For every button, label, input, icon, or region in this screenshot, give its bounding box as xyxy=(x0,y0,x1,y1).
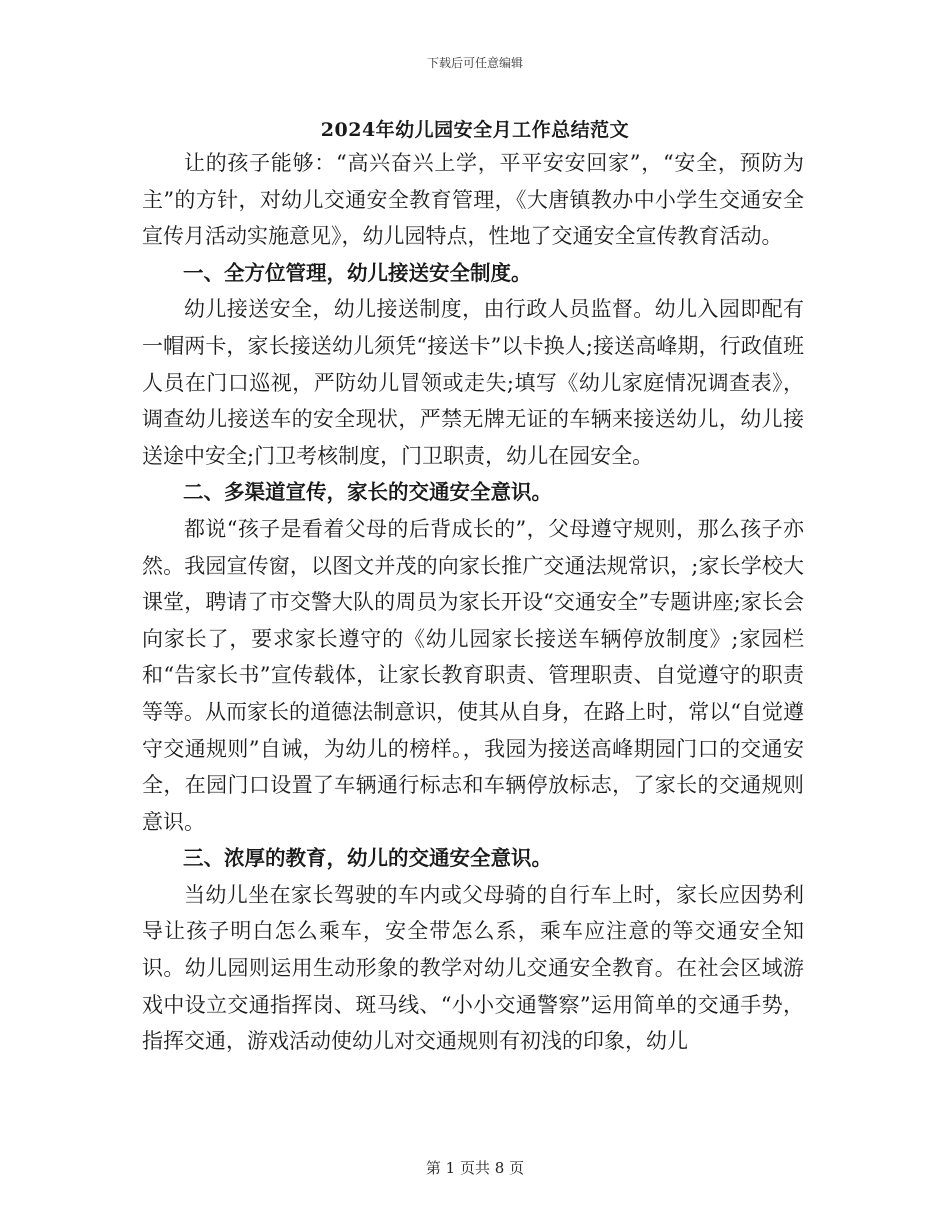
section-body-1: 幼儿接送安全，幼儿接送制度，由行政人员监督。幼儿入园即配有一帽两卡，家长接送幼儿须凭“接送卡”以卡换人;接送高峰期，行政值班人员在门口巡视，严防幼儿冒领或走失;填写《幼儿家庭情况调查表》，调查幼儿接送车的安全现状，严禁无牌无证的车辆来接送幼儿，幼儿接送途中安全;门卫考核制度，门卫职责，幼儿在园安全。 xyxy=(142,297,804,468)
section-heading-2: 二、多渠道宣传，家长的交通安全意识。 xyxy=(183,480,552,505)
page-number-footer: 第 1 页共 8 页 xyxy=(425,1159,525,1177)
section-heading-3: 三、浓厚的教育，幼儿的交通安全意识。 xyxy=(183,846,552,871)
section-body-3: 当幼儿坐在家长驾驶的车内或父母骑的自行车上时，家长应因势利导让孩子明白怎么乘车，安全带怎么系，乘车应注意的等交通安全知识。幼儿园则运用生动形象的教学对幼儿交通安全教育。在社会区域游戏中设立交通指挥岗、斑马线、“小小交通警察”运用简单的交通手势，指挥交通，游戏活动使幼儿对交通规则有初浅的印象，幼儿 xyxy=(142,882,804,1054)
intro-paragraph: 让的孩子能够：“高兴奋兴上学，平平安安回家”，“安全，预防为主”的方针，对幼儿交通安全教育管理，《大唐镇教办中小学生交通安全宣传月活动实施意见》，幼儿园特点，性地了交通安全宣传教育活动。 xyxy=(142,151,804,249)
section-body-2: 都说“孩子是看着父母的后背成长的”，父母遵守规则，那么孩子亦然。我园宣传窗，以图文并茂的向家长推广交通法规常识，;家长学校大课堂，聘请了市交警大队的周员为家长开设“交通安全”专题讲座;家长会向家长了，要求家长遵守的《幼儿园家长接送车辆停放制度》;家园栏和“告家长书”宣传载体，让家长教育职责、管理职责、自觉遵守的职责等等。从而家长的道德法制意识，使其从自身，在路上时，常以“自觉遵守交通规则”自诫，为幼儿的榜样。，我园为接送高峰期园门口的交通安全，在园门口设置了车辆通行标志和车辆停放标志，了家长的交通规则意识。 xyxy=(142,516,804,834)
section-heading-1: 一、全方位管理，幼儿接送安全制度。 xyxy=(183,260,532,285)
document-body xyxy=(142,145,804,1060)
document-title: 2024年幼儿园安全月工作总结范文 xyxy=(320,119,630,141)
header-note: 下载后可任意编辑 xyxy=(426,56,523,70)
